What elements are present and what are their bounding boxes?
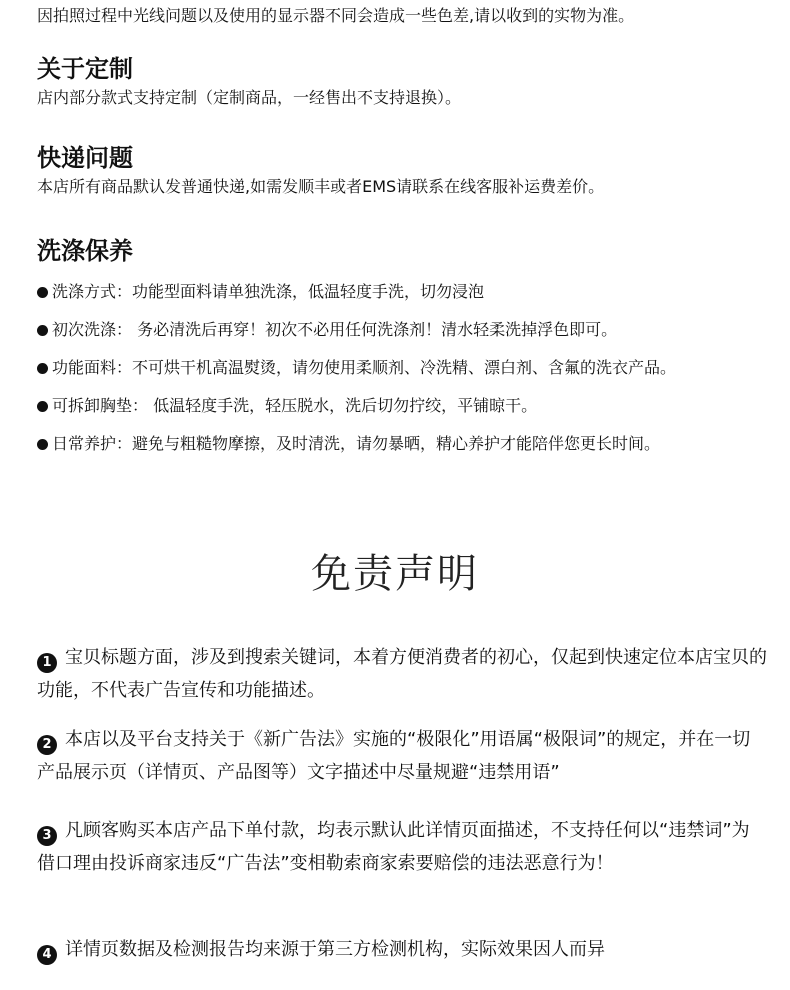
care-title: 洗涤保养 — [37, 237, 133, 265]
bullet-icon — [37, 325, 48, 336]
disclaimer-item — [37, 641, 767, 707]
care-list — [37, 282, 676, 454]
number-4-icon: 4 — [37, 945, 57, 965]
shipping-text: 本店所有商品默认发普通快递,如需发顺丰或者EMS请联系在线客服补运费差价。 — [37, 177, 605, 196]
care-item-text: 日常养护：避免与粗糙物摩擦，及时清洗，请勿暴晒，精心养护才能陪伴您更长时间。 — [52, 434, 661, 453]
shipping-section — [37, 143, 604, 197]
care-item-text: 可拆卸胸垫： 低温轻度手洗，轻压脱水，洗后切勿拧绞，平铺晾干。 — [52, 396, 538, 415]
care-section — [37, 236, 676, 472]
number-2-icon: 2 — [37, 735, 57, 755]
disclaimer-item-text: 宝贝标题方面，涉及到搜索关键词，本着方便消费者的初心，仅起到快速定位本店宝贝的功能，不代表广告宣传和功能描述。 — [37, 647, 767, 701]
number-3-icon: 3 — [37, 826, 57, 846]
disclaimer-title: 免责声明 — [311, 551, 479, 597]
bullet-icon — [37, 363, 48, 374]
bullet-icon — [37, 287, 48, 298]
disclaimer-item — [37, 723, 767, 789]
care-item — [37, 396, 676, 416]
bullet-icon — [37, 401, 48, 412]
shipping-title: 快递问题 — [37, 144, 133, 172]
custom-section — [37, 54, 461, 108]
disclaimer-item-text: 详情页数据及检测报告均来源于第三方检测机构，实际效果因人而异 — [65, 939, 605, 960]
custom-title: 关于定制 — [37, 55, 133, 83]
number-1-icon: 1 — [37, 653, 57, 673]
bullet-icon — [37, 439, 48, 450]
care-item — [37, 434, 676, 454]
disclaimer-item-text: 本店以及平台支持关于《新广告法》实施的“极限化”用语属“极限词”的规定，并在一切产品展示页（详情页、产品图等）文字描述中尽量规避“违禁用语” — [37, 729, 751, 783]
disclaimer-item — [37, 814, 767, 880]
disclaimer-item-text: 凡顾客购买本店产品下单付款，均表示默认此详情页面描述，不支持任何以“违禁词”为借口理由投诉商家违反“广告法”变相勒索商家索要赔偿的违法恶意行为！ — [37, 820, 750, 874]
care-item — [37, 320, 676, 340]
disclaimer-item — [37, 933, 767, 966]
care-item-text: 初次洗涤： 务必清洗后再穿！初次不必用任何洗涤剂！清水轻柔洗掉浮色即可。 — [52, 320, 618, 339]
custom-text: 店内部分款式支持定制（定制商品，一经售出不支持退换）。 — [37, 88, 462, 107]
color-difference-note: 因拍照过程中光线问题以及使用的显示器不同会造成一些色差,请以收到的实物为准。 — [37, 6, 635, 25]
care-item — [37, 282, 676, 302]
care-item-text: 洗涤方式：功能型面料请单独洗涤，低温轻度手洗，切勿浸泡 — [52, 282, 485, 301]
care-item — [37, 358, 676, 378]
care-item-text: 功能面料：不可烘干机高温熨烫，请勿使用柔顺剂、冷洗精、漂白剂、含氟的洗衣产品。 — [52, 358, 677, 377]
